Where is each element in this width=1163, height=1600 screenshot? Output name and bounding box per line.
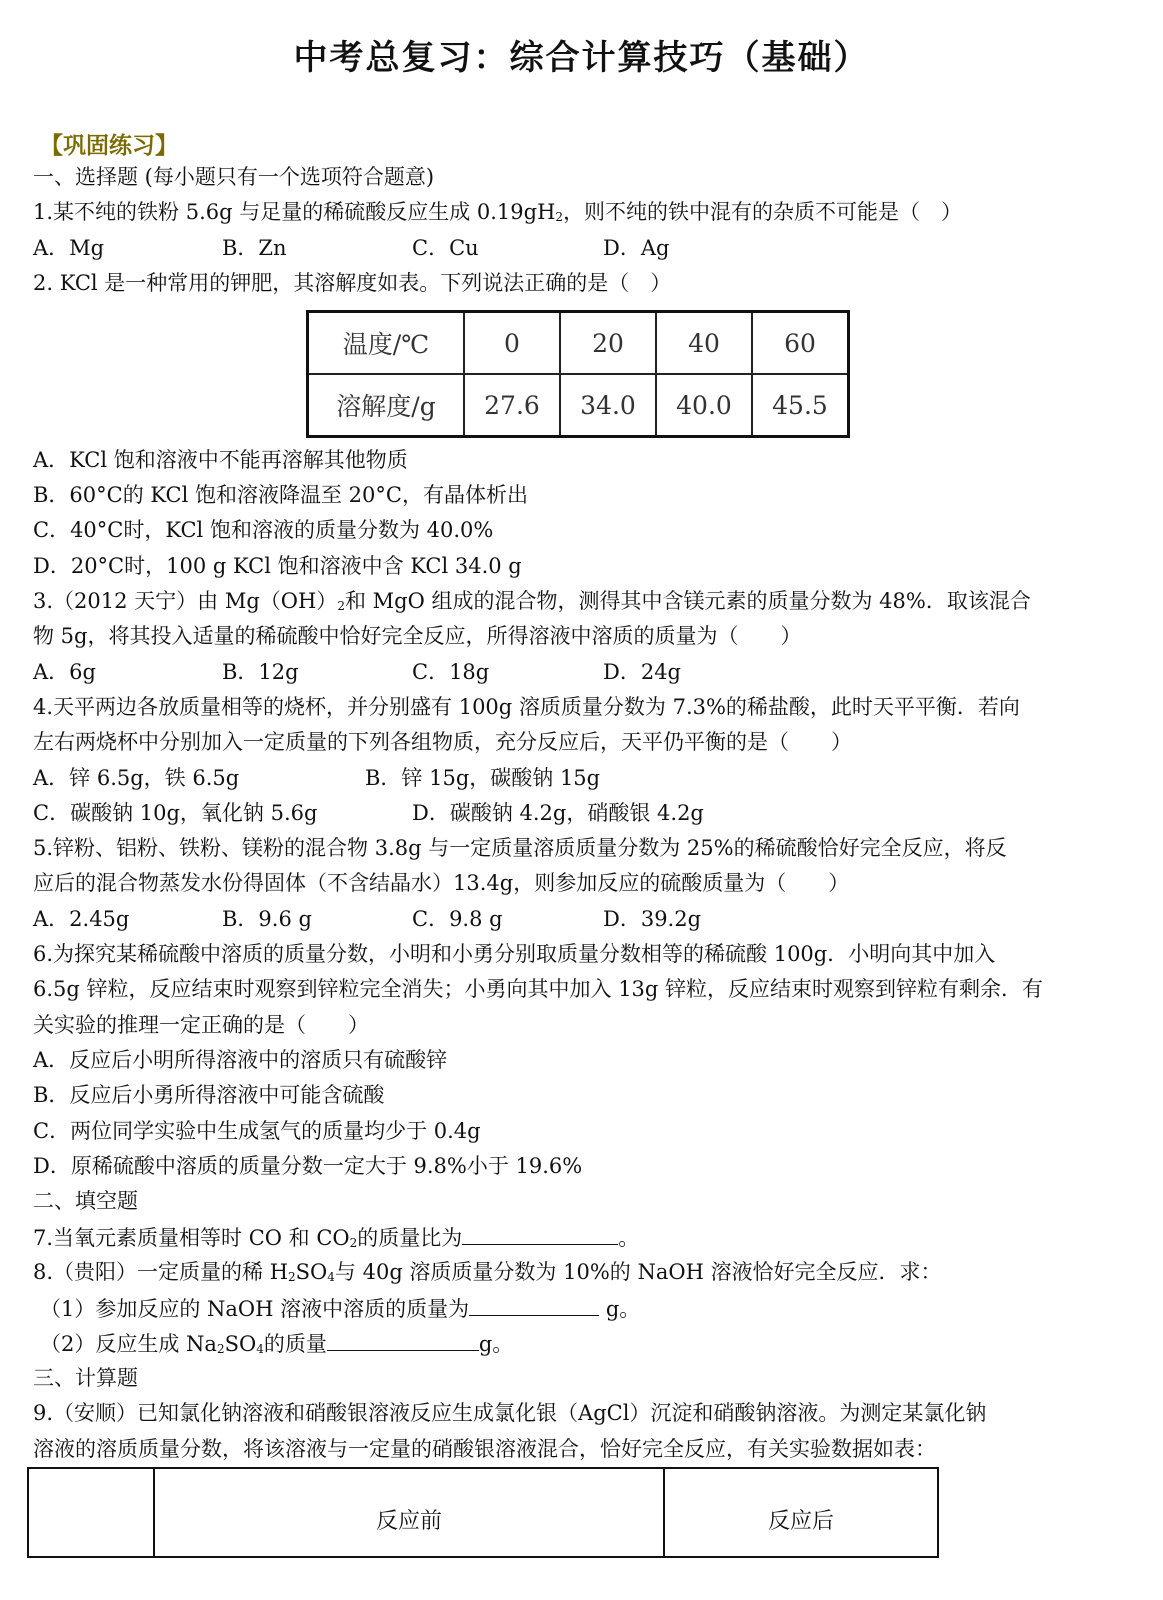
table-cell: 溶解度/g: [308, 374, 465, 437]
experiment-data-table: [27, 1467, 939, 1558]
q4-option-d: D．碳酸钠 4.2g，硝酸银 4.2g: [412, 801, 704, 825]
q4-line2: 左右两烧杯中分别加入一定质量的下列各组物质，充分反应后，天平仍平衡的是（ ）: [33, 730, 852, 754]
q4-line1: 4.天平两边各放质量相等的烧杯，并分别盛有 100g 溶质质量分数为 7.3%的稀盐酸，此时天平平衡．若向: [33, 695, 1020, 719]
table-row: [308, 374, 849, 437]
q3-line2: 物 5g，将其投入适量的稀硫酸中恰好完全反应，所得溶液中溶质的质量为（ ）: [33, 624, 802, 648]
q6-line2: 6.5g 锌粒，反应结束时观察到锌粒完全消失；小勇向其中加入 13g 锌粒，反应结束时观察到锌粒有剩余．有: [33, 977, 1044, 1001]
q6-option-a: A．反应后小明所得溶液中的溶质只有硫酸锌: [33, 1048, 448, 1072]
q4-option-c: C．碳酸钠 10g，氧化钠 5.6g: [33, 801, 318, 825]
q6-option-c: C．两位同学实验中生成氢气的质量均少于 0.4g: [33, 1119, 481, 1143]
q1-option-b: B．Zn: [222, 236, 287, 260]
q2-stem: 2. KCl 是一种常用的钾肥，其溶解度如表。下列说法正确的是（ ）: [33, 271, 672, 295]
table-header-after: 反应后: [664, 1468, 938, 1557]
table-cell: 40.0: [656, 374, 752, 437]
q2-option-c: C．40°C时，KCl 饱和溶液的质量分数为 40.0%: [33, 518, 494, 542]
q4-option-a: A．锌 6.5g，铁 6.5g: [33, 766, 240, 790]
table-row: [28, 1468, 938, 1557]
table-cell: 温度/℃: [308, 312, 465, 375]
q3-option-d: D．24g: [603, 660, 682, 684]
q2-option-b: B．60°C的 KCl 饱和溶液降温至 20°C，有晶体析出: [33, 483, 528, 507]
part2-heading: 二、填空题: [33, 1189, 138, 1213]
part3-heading: 三、计算题: [33, 1366, 138, 1390]
q3-option-c: C．18g: [412, 660, 490, 684]
table-cell: 45.5: [752, 374, 849, 437]
table-cell: 0: [464, 312, 560, 375]
q3-option-b: B．12g: [222, 660, 299, 684]
table-cell: 40: [656, 312, 752, 375]
q6-line3: 关实验的推理一定正确的是（ ）: [33, 1013, 369, 1037]
q2-option-d: D．20°C时，100 g KCl 饱和溶液中含 KCl 34.0 g: [33, 554, 522, 578]
q5-option-d: D．39.2g: [603, 907, 702, 931]
table-cell: 60: [752, 312, 849, 375]
q8-part2-answer-blank[interactable]: [327, 1328, 479, 1351]
q8-part2: （2）反应生成 $Na_2SO_4$的质量 g。: [40, 1328, 513, 1364]
table-cell: 20: [560, 312, 656, 375]
section-tag: 【巩固练习】: [40, 133, 178, 159]
q6-option-b: B．反应后小勇所得溶液中可能含硫酸: [33, 1083, 385, 1107]
q8-line: 8.（贵阳）一定质量的稀 $H_2SO_4$与 40g 溶质质量分数为 10%的 NaOH 溶液恰好完全反应．求：: [33, 1260, 942, 1284]
q3-line1: 3.（2012 天宁）由 $Mg(OH)_2$和 MgO 组成的混合物，测得其中含镁元素的质量分数为 48%．取该混合: [33, 589, 1031, 613]
page-title: 中考总复习：综合计算技巧（基础）: [293, 38, 870, 78]
q2-option-a: A．KCl 饱和溶液中不能再溶解其他物质: [33, 448, 408, 472]
q5-option-b: B．9.6 g: [222, 907, 312, 931]
q8-part1-answer-blank[interactable]: [469, 1293, 599, 1316]
q6-line1: 6.为探究某稀硫酸中溶质的质量分数，小明和小勇分别取质量分数相等的稀硫酸 100g．小明向其中加入: [33, 942, 996, 966]
table-cell: 27.6: [464, 374, 560, 437]
q1-option-c: C．Cu: [412, 236, 479, 260]
q3-option-a: A．6g: [33, 660, 96, 684]
q5-line2: 应后的混合物蒸发水份得固体（不含结晶水）13.4g，则参加反应的硫酸质量为（ ）: [33, 871, 850, 895]
q7-line: 7.当氧元素质量相等时 CO 和 $CO_2$的质量比为 。: [33, 1222, 639, 1258]
q5-option-c: C．9.8 g: [412, 907, 503, 931]
q9-line2: 溶液的溶质质量分数，将该溶液与一定量的硝酸银溶液混合，恰好完全反应，有关实验数据如表：: [33, 1437, 936, 1461]
table-cell: [28, 1468, 154, 1557]
table-header-before: 反应前: [154, 1468, 664, 1557]
table-cell: 34.0: [560, 374, 656, 437]
table-row: [308, 312, 849, 375]
q1-option-a: A．Mg: [33, 236, 105, 260]
q4-option-b: B．锌 15g，碳酸钠 15g: [365, 766, 601, 790]
q8-part1: （1）参加反应的 NaOH 溶液中溶质的质量为 g。: [40, 1293, 640, 1324]
solubility-table: [306, 310, 850, 438]
q1-option-d: D．Ag: [603, 236, 670, 260]
q9-line1: 9.（安顺）已知氯化钠溶液和硝酸银溶液反应生成氯化银（AgCl）沉淀和硝酸钠溶液。为测定某氯化钠: [33, 1401, 987, 1425]
q1-stem: 1.某不纯的铁粉 5.6g 与足量的稀硫酸反应生成 $0.19gH_2$，则不纯的铁中混有的杂质不可能是（ ）: [33, 200, 963, 224]
part1-heading: 一、选择题 (每小题只有一个选项符合题意): [33, 165, 435, 189]
q5-line1: 5.锌粉、铝粉、铁粉、镁粉的混合物 3.8g 与一定质量溶质质量分数为 25%的稀硫酸恰好完全反应，将反: [33, 836, 1007, 860]
q5-option-a: A．2.45g: [33, 907, 130, 931]
q6-option-d: D．原稀硫酸中溶质的质量分数一定大于 9.8%小于 19.6%: [33, 1154, 583, 1178]
q7-answer-blank[interactable]: [462, 1222, 618, 1245]
